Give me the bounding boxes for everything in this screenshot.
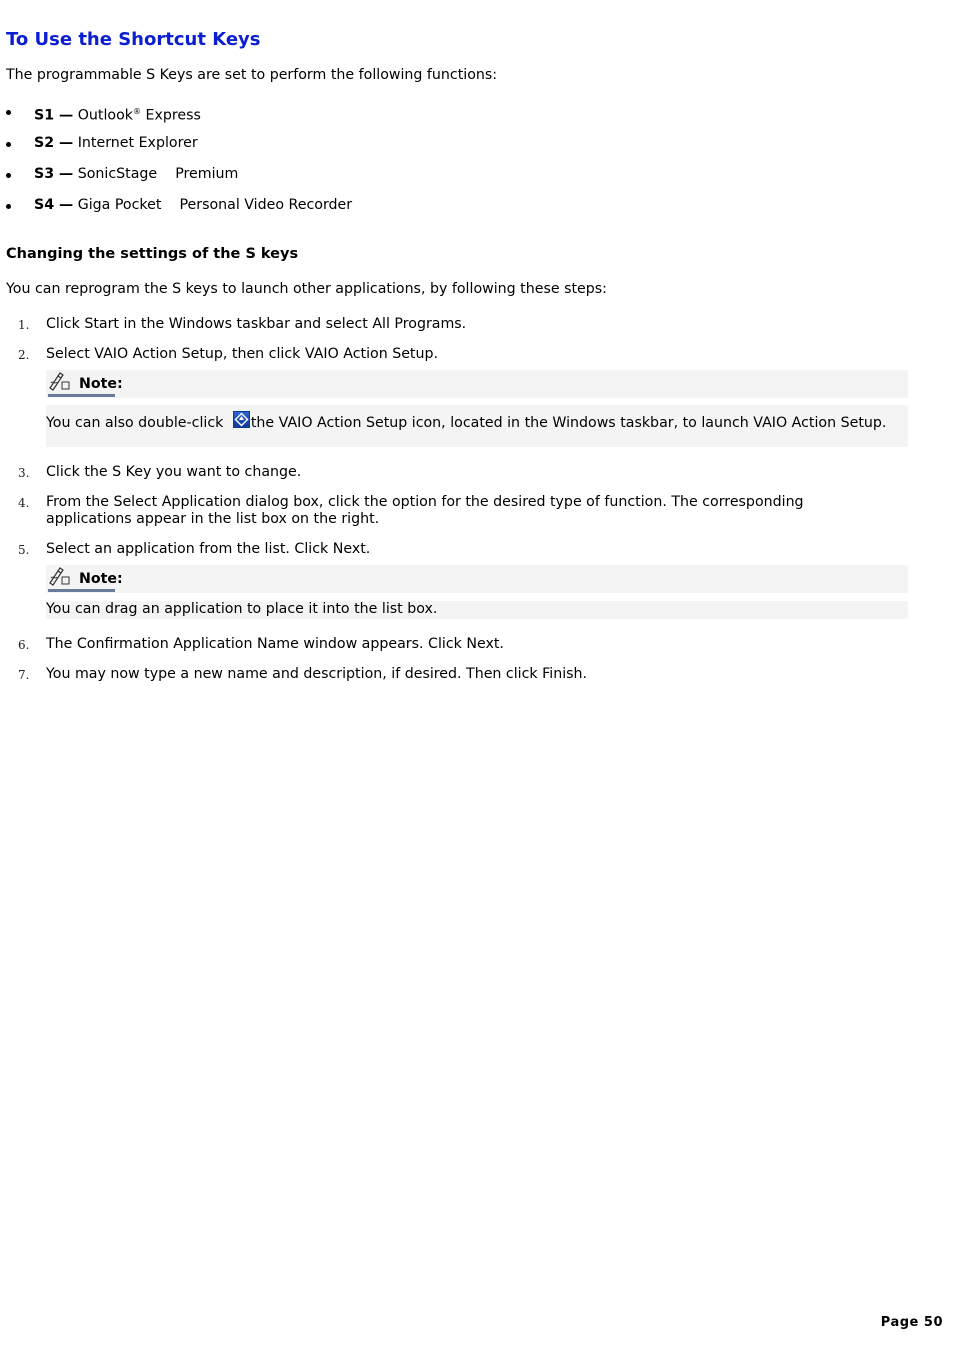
note-underline bbox=[48, 589, 115, 592]
key-app: Internet Explorer bbox=[77, 135, 198, 151]
note-body bbox=[46, 405, 908, 447]
bullet-icon bbox=[6, 204, 11, 209]
step-text: You may now type a new name and description, if desired. Then click Finish. bbox=[46, 666, 588, 682]
key-label: S1 — bbox=[34, 107, 74, 124]
note-label: Note: bbox=[79, 571, 123, 587]
bullet-icon bbox=[6, 110, 11, 115]
note-text-after: the VAIO Action Setup icon, located in the Windows taskbar, to launch VAIO Action Setup. bbox=[250, 415, 887, 431]
key-label: S4 — bbox=[34, 197, 74, 213]
step-text: From the Select Application dialog box, click the option for the desired type of function. The corresponding applications appear in the list box on the right. bbox=[46, 494, 804, 527]
note-header bbox=[46, 370, 908, 398]
step-number: 2. bbox=[18, 348, 30, 362]
section-title: Changing the settings of the S keys bbox=[6, 246, 299, 262]
section-intro: You can reprogram the S keys to launch other applications, by following these steps: bbox=[6, 281, 607, 297]
step-number: 7. bbox=[18, 668, 30, 682]
page-number: Page 50 bbox=[880, 1315, 943, 1330]
note-text: You can drag an application to place it into the list box. bbox=[46, 601, 438, 617]
step-number: 5. bbox=[18, 543, 30, 557]
key-label: S2 — bbox=[34, 135, 74, 151]
step-text: Click the S Key you want to change. bbox=[46, 464, 302, 480]
note-pen-icon bbox=[48, 566, 70, 586]
key-app: SonicStage bbox=[77, 166, 158, 182]
bullet-icon bbox=[6, 173, 11, 178]
step-text: Select VAIO Action Setup, then click VAIO Action Setup. bbox=[46, 346, 439, 362]
vaio-action-setup-icon bbox=[233, 411, 250, 428]
note-text-before: You can also double-click bbox=[46, 415, 228, 431]
note-header bbox=[46, 565, 908, 593]
registered-mark: ® bbox=[132, 107, 141, 116]
key-app-rest: Premium bbox=[157, 166, 239, 182]
step-number: 6. bbox=[18, 638, 30, 652]
key-label: S3 — bbox=[34, 166, 74, 182]
intro-text: The programmable S Keys are set to perform the following functions: bbox=[6, 67, 498, 83]
key-app-rest: Personal Video Recorder bbox=[161, 197, 353, 213]
step-number: 3. bbox=[18, 466, 30, 480]
key-app: Outlook bbox=[77, 107, 133, 124]
step-number: 1. bbox=[18, 318, 30, 332]
step-text: Click Start in the Windows taskbar and select All Programs. bbox=[46, 316, 467, 332]
bullet-icon bbox=[6, 142, 11, 147]
key-app-rest: Express bbox=[140, 107, 201, 124]
step-number: 4. bbox=[18, 496, 30, 510]
page-title: To Use the Shortcut Keys bbox=[6, 29, 261, 50]
note-pen-icon bbox=[48, 371, 70, 391]
note-underline bbox=[48, 394, 115, 397]
note-label: Note: bbox=[79, 376, 123, 392]
key-app: Giga Pocket bbox=[77, 197, 162, 213]
step-text: The Confirmation Application Name window appears. Click Next. bbox=[46, 636, 504, 652]
step-text: Select an application from the list. Click Next. bbox=[46, 541, 371, 557]
note-body bbox=[46, 601, 908, 619]
